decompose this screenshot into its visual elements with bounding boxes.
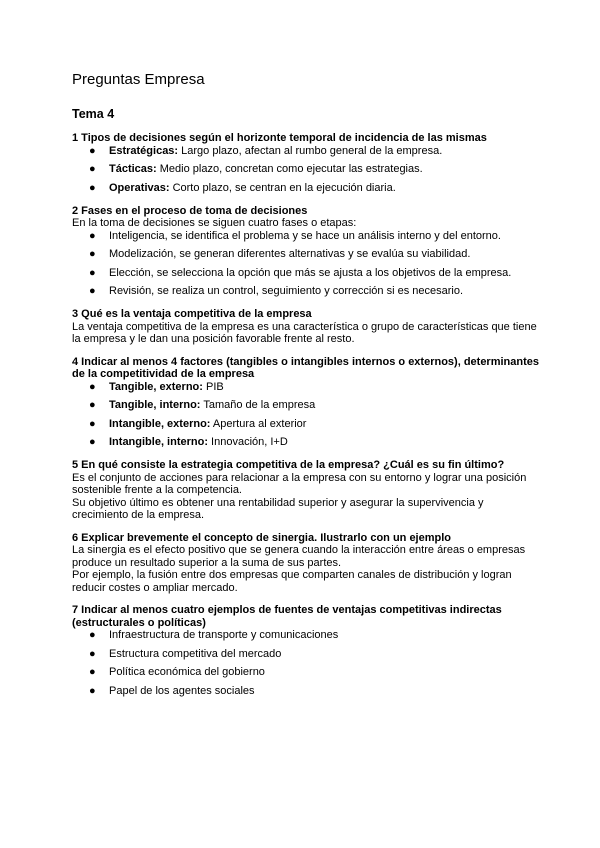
- item-text: Largo plazo, afectan al rumbo general de la empresa.: [178, 144, 443, 157]
- question-heading: 7 Indicar al menos cuatro ejemplos de fuentes de ventajas competitivas indirectas (estructurales o políticas): [72, 604, 502, 629]
- list-item: [72, 285, 542, 298]
- list-item: [72, 436, 542, 449]
- question-heading: 1 Tipos de decisiones según el horizonte temporal de incidencia de las mismas: [72, 132, 487, 144]
- bullet-list: [72, 230, 542, 299]
- list-item: [72, 666, 542, 679]
- question-heading: 5 En qué consiste la estrategia competitiva de la empresa? ¿Cuál es su fin último?: [72, 459, 505, 471]
- bullet-icon: ●: [89, 647, 96, 660]
- document-title: Preguntas Empresa: [72, 71, 205, 88]
- list-item: [72, 399, 542, 412]
- item-text: Tamaño de la empresa: [200, 399, 316, 411]
- bullet-list: [72, 145, 542, 195]
- section-intro: En la toma de decisiones se siguen cuatro fases o etapas:: [72, 217, 357, 229]
- item-text: Revisión, se realiza un control, seguimiento y corrección si es necesario.: [109, 285, 463, 297]
- question-heading: 3 Qué es la ventaja competitiva de la empresa: [72, 308, 312, 320]
- item-text: Medio plazo, concretan como ejecutar las estrategias.: [156, 163, 423, 175]
- bullet-icon: ●: [89, 285, 96, 297]
- question-section-3: [72, 308, 542, 346]
- list-item: [72, 182, 542, 195]
- item-label: Intangible, interno:: [109, 436, 208, 448]
- bullet-icon: ●: [89, 417, 96, 430]
- item-text: Política económica del gobierno: [109, 666, 265, 678]
- item-text: Modelización, se generan diferentes alternativas y se evalúa su viabilidad.: [109, 248, 471, 260]
- bullet-icon: ●: [89, 436, 96, 448]
- item-text: Innovación, I+D: [208, 436, 288, 448]
- list-item: [72, 685, 542, 698]
- answer-paragraph: Por ejemplo, la fusión entre dos empresas que comparten canales de distribución y logran reducir costes o ampliar mercado.: [72, 569, 512, 594]
- list-item: [72, 418, 542, 431]
- item-label: Tangible, externo:: [109, 380, 203, 393]
- bullet-icon: ●: [89, 248, 96, 260]
- bullet-list: [72, 629, 542, 698]
- item-label: Tangible, interno:: [109, 399, 201, 411]
- list-item: [72, 381, 542, 394]
- list-item: [72, 230, 542, 243]
- question-section-2: [72, 205, 542, 299]
- item-text: Elección, se selecciona la opción que más se ajusta a los objetivos de la empresa.: [109, 266, 512, 279]
- item-label: Tácticas:: [109, 163, 157, 175]
- document-page: [72, 70, 542, 708]
- bullet-icon: ●: [89, 229, 96, 242]
- item-label: Estratégicas:: [109, 144, 179, 157]
- list-item: [72, 629, 542, 642]
- list-item: [72, 145, 542, 158]
- bullet-icon: ●: [89, 266, 96, 279]
- list-item: [72, 648, 542, 661]
- question-heading: 4 Indicar al menos 4 factores (tangibles o intangibles internos o externos), determinantes de la competitividad de la empresa: [72, 355, 540, 380]
- item-text: Estructura competitiva del mercado: [109, 647, 282, 660]
- question-heading: 2 Fases en el proceso de toma de decisiones: [72, 204, 308, 217]
- list-item: [72, 248, 542, 261]
- bullet-list: [72, 381, 542, 450]
- question-section-7: [72, 604, 542, 698]
- answer-paragraph: Es el conjunto de acciones para relacionar a la empresa con su entorno y lograr una posición sostenible frente a la competencia.: [72, 471, 527, 496]
- question-heading: 6 Explicar brevemente el concepto de sinergia. Ilustrarlo con un ejemplo: [72, 531, 452, 544]
- question-section-5: [72, 459, 542, 522]
- bullet-icon: ●: [89, 666, 96, 678]
- bullet-icon: ●: [89, 380, 96, 393]
- item-text: Inteligencia, se identifica el problema y se hace un análisis interno y del entorno.: [109, 229, 501, 242]
- bullet-icon: ●: [89, 163, 96, 175]
- answer-paragraph: Su objetivo último es obtener una rentabilidad superior y asegurar la supervivencia y crecimiento de la empresa.: [72, 496, 484, 521]
- bullet-icon: ●: [89, 629, 96, 641]
- list-item: [72, 163, 542, 176]
- bullet-icon: ●: [89, 399, 96, 411]
- answer-paragraph: La ventaja competitiva de la empresa es una característica o grupo de características que tiene la empresa y le dan una posición favorable frente al resto.: [72, 320, 537, 345]
- item-text: Papel de los agentes sociales: [109, 684, 255, 697]
- bullet-icon: ●: [89, 181, 96, 194]
- item-text: PIB: [202, 380, 224, 393]
- question-section-1: [72, 132, 542, 195]
- topic-heading: Tema 4: [72, 107, 115, 121]
- item-label: Operativas:: [109, 181, 170, 194]
- item-text: Infraestructura de transporte y comunicaciones: [109, 629, 339, 641]
- item-text: Apertura al exterior: [210, 417, 307, 430]
- answer-paragraph: La sinergia es el efecto positivo que se genera cuando la interacción entre áreas o empresas produce un resultado superior a la suma de sus partes.: [72, 544, 526, 569]
- list-item: [72, 267, 542, 280]
- bullet-icon: ●: [89, 684, 96, 697]
- question-section-6: [72, 532, 542, 595]
- question-section-4: [72, 356, 542, 450]
- bullet-icon: ●: [89, 144, 96, 157]
- item-label: Intangible, externo:: [109, 417, 211, 430]
- item-text: Corto plazo, se centran en la ejecución diaria.: [169, 181, 396, 194]
